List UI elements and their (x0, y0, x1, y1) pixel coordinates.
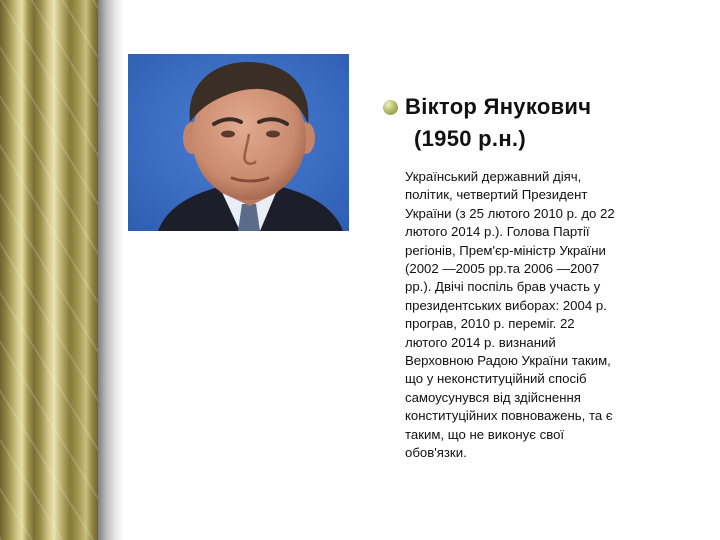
bio-line: таким, що не виконує свої (405, 426, 565, 442)
bio-line: рр.). Двічі поспіль брав участь у (405, 279, 601, 295)
biography-text (405, 168, 667, 463)
portrait-photo (128, 54, 349, 231)
bullet-icon (383, 100, 398, 115)
bio-line: самоусунувся від здійснення (405, 389, 581, 405)
bio-line: лютого 2014 р.). Голова Партії (405, 224, 590, 240)
decorative-gold-band (0, 0, 98, 540)
bio-line: що у неконституційний спосіб (405, 371, 587, 387)
bio-line: Верховною Радою України таким, (405, 353, 611, 369)
bio-line: лютого 2014 р. визнаний (405, 334, 556, 350)
band-shadow (98, 0, 124, 540)
bio-line: президентських виборах: 2004 р. (405, 297, 607, 313)
bio-line: обов'язки. (405, 445, 467, 461)
bio-line: програв, 2010 р. переміг. 22 (405, 316, 575, 332)
bio-line: (2002 —2005 рр.та 2006 —2007 (405, 261, 600, 277)
person-name: Віктор Янукович (405, 94, 592, 119)
bio-line: Український державний діяч, (405, 169, 582, 184)
birth-year: (1950 р.н.) (414, 126, 526, 151)
bio-line: України (з 25 лютого 2010 р. до 22 (405, 205, 615, 221)
bio-line: політик, четвертий Президент (405, 187, 588, 203)
bio-line: конституційних повноважень, та є (405, 408, 613, 424)
bio-line: регіонів, Прем'єр-міністр України (405, 242, 606, 258)
